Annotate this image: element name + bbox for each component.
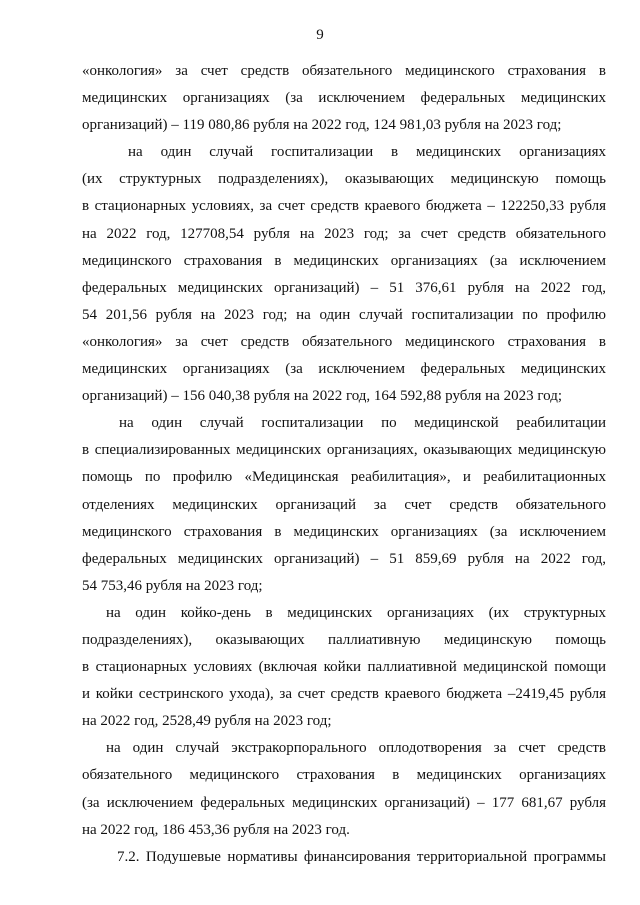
text-line: (их структурных подразделениях), оказывающих медицинскую помощь: [82, 171, 606, 188]
text-line: на 2022 год, 186 453,36 рубля на 2023 год.: [82, 821, 350, 838]
page-number: 9: [316, 27, 324, 43]
text-line: обязательного медицинского страхования в медицинских организациях: [82, 767, 606, 784]
text-line: и койки сестринского ухода), за счет средств краевого бюджета –2419,45 рубля: [82, 686, 606, 703]
text-line: федеральных медицинских организаций) – 51 859,69 рубля на 2022 год,: [82, 550, 606, 567]
text-line: 7.2. Подушевые нормативы финансирования территориальной программы: [117, 848, 606, 865]
text-line: организаций) – 119 080,86 рубля на 2022 год, 124 981,03 рубля на 2023 год;: [82, 117, 562, 134]
text-line: в специализированных медицинских организациях, оказывающих медицинскую: [82, 442, 606, 459]
text-line: на 2022 год, 2528,49 рубля на 2023 год;: [82, 713, 332, 730]
text-line: медицинских организациях (за исключением федеральных медицинских: [82, 361, 606, 378]
text-line: организаций) – 156 040,38 рубля на 2022 год, 164 592,88 рубля на 2023 год;: [82, 388, 563, 405]
text-line: отделениях медицинских организаций за счет средств обязательного: [82, 496, 606, 513]
text-line: медицинского страхования в медицинских организациях (за исключением: [82, 523, 606, 540]
text-line: 54 753,46 рубля на 2023 год;: [82, 577, 263, 594]
text-line: помощь по профилю «Медицинская реабилитация», и реабилитационных: [82, 469, 606, 486]
text-line: на один случай экстракорпорального оплодотворения за счет средств: [106, 740, 606, 757]
text-line: 54 201,56 рубля на 2023 год; на один случай госпитализации по профилю: [82, 306, 606, 323]
text-line: на один случай госпитализации по медицинской реабилитации: [119, 415, 606, 432]
body-text: [82, 58, 606, 871]
text-line: медицинского страхования в медицинских организациях (за исключением: [82, 252, 606, 269]
text-line: в стационарных условиях (включая койки паллиативной медицинской помощи: [82, 659, 606, 676]
text-line: на один койко-день в медицинских организациях (их структурных: [106, 604, 606, 621]
text-line: медицинских организациях (за исключением федеральных медицинских: [82, 90, 606, 107]
text-line: подразделениях), оказывающих паллиативную медицинскую помощь: [82, 631, 606, 648]
text-line: на 2022 год, 127708,54 рубля на 2023 год; за счет средств обязательного: [82, 225, 606, 242]
text-line: федеральных медицинских организаций) – 51 376,61 рубля на 2022 год,: [82, 279, 606, 296]
text-line: в стационарных условиях, за счет средств краевого бюджета – 122250,33 рубля: [82, 198, 606, 215]
text-line: (за исключением федеральных медицинских организаций) – 177 681,67 рубля: [82, 794, 606, 811]
text-line: на один случай госпитализации в медицинских организациях: [128, 144, 606, 161]
text-line: «онкология» за счет средств обязательного медицинского страхования в: [82, 63, 606, 79]
text-line: «онкология» за счет средств обязательного медицинского страхования в: [82, 333, 606, 350]
